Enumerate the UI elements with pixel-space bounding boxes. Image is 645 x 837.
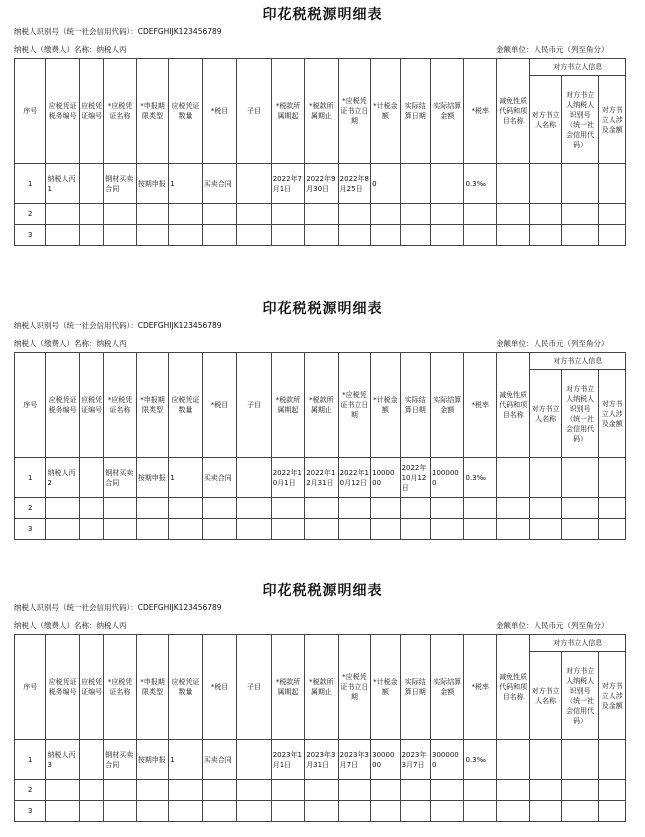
cell-voucher-tax-no: 纳税人丙3 xyxy=(46,740,79,780)
header-cp-name: 对方书立人名称 xyxy=(530,76,561,164)
header-settle-amount: 实际结算金额 xyxy=(431,635,464,740)
cell-voucher-no xyxy=(79,740,103,780)
header-counterparty-group: 对方书立人信息 xyxy=(530,59,626,76)
header-voucher-no: 应税凭证编号 xyxy=(79,353,103,458)
header-tax-rate: *税率 xyxy=(464,635,496,740)
header-tax-amount: *计税金额 xyxy=(371,635,400,740)
taxpayer-name-line: 纳税人（缴费人）名称：纳税人丙 xyxy=(14,339,127,348)
header-period-type: *申报期限类型 xyxy=(136,635,168,740)
cell-period-start: 2022年7月1日 xyxy=(271,164,304,204)
cell-cp-id xyxy=(561,164,599,204)
table-row xyxy=(15,164,626,204)
header-sign-date: *应税凭证书立日期 xyxy=(338,59,370,164)
header-sub-item: 子目 xyxy=(237,59,272,164)
cell-relief-code xyxy=(496,164,529,204)
cell-voucher-qty: 1 xyxy=(169,458,202,498)
header-voucher-name: *应税凭证名称 xyxy=(104,635,136,740)
table-row xyxy=(15,204,626,225)
cell-period-start: 2022年10月1日 xyxy=(271,458,304,498)
header-seq: 序号 xyxy=(15,635,46,740)
cell-period-end: 2023年3月31日 xyxy=(305,740,338,780)
cell-cp-name xyxy=(530,458,561,498)
cell-period-type: 按期申报 xyxy=(136,458,168,498)
cell-voucher-name: 钢材买卖合同 xyxy=(104,164,136,204)
table-row xyxy=(15,740,626,780)
taxpayer-id-line: 纳税人识别号（统一社会信用代码）：CDEFGHIJK123456789 xyxy=(14,603,222,612)
header-counterparty-group: 对方书立人信息 xyxy=(530,635,626,652)
header-period-start: *税款所属期起 xyxy=(271,59,304,164)
header-tax-item: *税目 xyxy=(202,353,237,458)
header-voucher-tax-no: 应税凭证税务编号 xyxy=(46,353,79,458)
cell-cp-id xyxy=(561,458,599,498)
form-title: 印花税税源明细表 xyxy=(262,583,383,599)
header-sign-date: *应税凭证书立日期 xyxy=(338,635,370,740)
cell-cp-name xyxy=(530,164,561,204)
header-sub-item: 子目 xyxy=(237,353,272,458)
header-relief-code: 减免性质代码和项目名称 xyxy=(496,59,529,164)
header-tax-rate: *税率 xyxy=(464,59,496,164)
cell-seq: 2 xyxy=(15,780,46,801)
header-cp-amount: 对方书立人涉及金额 xyxy=(599,370,626,458)
cell-seq: 1 xyxy=(15,458,46,498)
header-period-start: *税款所属期起 xyxy=(271,353,304,458)
cell-seq: 3 xyxy=(15,801,46,822)
header-voucher-no: 应税凭证编号 xyxy=(79,635,103,740)
cell-relief-code xyxy=(496,458,529,498)
header-tax-item: *税目 xyxy=(202,59,237,164)
cell-seq: 3 xyxy=(15,519,46,540)
table-row xyxy=(15,458,626,498)
cell-seq: 3 xyxy=(15,225,46,246)
cell-sub-item xyxy=(237,164,272,204)
header-counterparty-group: 对方书立人信息 xyxy=(530,353,626,370)
header-voucher-name: *应税凭证名称 xyxy=(104,353,136,458)
cell-tax-rate: 0.3‰ xyxy=(464,740,496,780)
amount-unit-line: 金额单位：人民币元（列至角分） xyxy=(496,45,609,54)
header-voucher-qty: 应税凭证数量 xyxy=(169,59,202,164)
header-voucher-tax-no: 应税凭证税务编号 xyxy=(46,59,79,164)
cell-voucher-name: 钢材买卖合同 xyxy=(104,740,136,780)
cell-cp-amount xyxy=(599,740,626,780)
cell-voucher-tax-no: 纳税人丙1 xyxy=(46,164,79,204)
header-period-start: *税款所属期起 xyxy=(271,635,304,740)
cell-sign-date: 2023年3月7日 xyxy=(338,740,370,780)
header-period-type: *申报期限类型 xyxy=(136,59,168,164)
cell-voucher-qty: 1 xyxy=(169,164,202,204)
header-period-end: *税款所属期止 xyxy=(305,353,338,458)
header-settle-date: 实际结算日期 xyxy=(400,59,430,164)
header-settle-amount: 实际结算金额 xyxy=(431,353,464,458)
header-cp-amount: 对方书立人涉及金额 xyxy=(599,76,626,164)
cell-period-end: 2022年9月30日 xyxy=(305,164,338,204)
header-tax-rate: *税率 xyxy=(464,353,496,458)
header-voucher-qty: 应税凭证数量 xyxy=(169,353,202,458)
table-row xyxy=(15,498,626,519)
header-settle-date: 实际结算日期 xyxy=(400,353,430,458)
cell-cp-amount xyxy=(599,458,626,498)
cell-period-type: 按期申报 xyxy=(136,164,168,204)
tax-source-table xyxy=(14,634,626,822)
cell-sign-date: 2022年10月12日 xyxy=(338,458,370,498)
cell-voucher-no xyxy=(79,458,103,498)
header-cp-id: 对方书立人纳税人识别号（统一社会信用代码） xyxy=(561,76,599,164)
header-period-type: *申报期限类型 xyxy=(136,353,168,458)
cell-period-end: 2022年12月31日 xyxy=(305,458,338,498)
tax-source-table xyxy=(14,58,626,246)
header-cp-name: 对方书立人名称 xyxy=(530,652,561,740)
header-settle-date: 实际结算日期 xyxy=(400,635,430,740)
cell-voucher-name: 钢材买卖合同 xyxy=(104,458,136,498)
cell-voucher-no xyxy=(79,164,103,204)
cell-sub-item xyxy=(237,740,272,780)
cell-sub-item xyxy=(237,458,272,498)
cell-voucher-qty: 1 xyxy=(169,740,202,780)
header-cp-id: 对方书立人纳税人识别号（统一社会信用代码） xyxy=(561,370,599,458)
form-title: 印花税税源明细表 xyxy=(262,7,383,23)
cell-seq: 2 xyxy=(15,204,46,225)
amount-unit-line: 金额单位：人民币元（列至角分） xyxy=(496,339,609,348)
cell-tax-item: 买卖合同 xyxy=(202,458,237,498)
cell-settle-date xyxy=(400,164,430,204)
header-period-end: *税款所属期止 xyxy=(305,59,338,164)
header-voucher-name: *应税凭证名称 xyxy=(104,59,136,164)
cell-tax-amount: 0 xyxy=(371,164,400,204)
cell-settle-amount: 1000000 xyxy=(431,458,464,498)
cell-settle-date: 2022年10月12日 xyxy=(400,458,430,498)
cell-relief-code xyxy=(496,740,529,780)
taxpayer-name-line: 纳税人（缴费人）名称：纳税人丙 xyxy=(14,45,127,54)
header-period-end: *税款所属期止 xyxy=(305,635,338,740)
header-tax-amount: *计税金额 xyxy=(371,353,400,458)
header-seq: 序号 xyxy=(15,59,46,164)
table-row xyxy=(15,225,626,246)
header-relief-code: 减免性质代码和项目名称 xyxy=(496,635,529,740)
header-tax-amount: *计税金额 xyxy=(371,59,400,164)
header-voucher-tax-no: 应税凭证税务编号 xyxy=(46,635,79,740)
header-settle-amount: 实际结算金额 xyxy=(431,59,464,164)
header-tax-item: *税目 xyxy=(202,635,237,740)
header-voucher-qty: 应税凭证数量 xyxy=(169,635,202,740)
cell-seq: 2 xyxy=(15,498,46,519)
header-sign-date: *应税凭证书立日期 xyxy=(338,353,370,458)
taxpayer-id-line: 纳税人识别号（统一社会信用代码）：CDEFGHIJK123456789 xyxy=(14,27,222,36)
header-voucher-no: 应税凭证编号 xyxy=(79,59,103,164)
header-sub-item: 子目 xyxy=(237,635,272,740)
cell-tax-amount: 1000000 xyxy=(371,458,400,498)
cell-tax-rate: 0.3‰ xyxy=(464,164,496,204)
cell-seq: 1 xyxy=(15,740,46,780)
header-cp-name: 对方书立人名称 xyxy=(530,370,561,458)
cell-sign-date: 2022年8月25日 xyxy=(338,164,370,204)
cell-seq: 1 xyxy=(15,164,46,204)
table-row xyxy=(15,801,626,822)
header-cp-id: 对方书立人纳税人识别号（统一社会信用代码） xyxy=(561,652,599,740)
cell-cp-amount xyxy=(599,164,626,204)
table-row xyxy=(15,780,626,801)
cell-cp-name xyxy=(530,740,561,780)
cell-tax-item: 买卖合同 xyxy=(202,164,237,204)
table-row xyxy=(15,519,626,540)
taxpayer-id-line: 纳税人识别号（统一社会信用代码）：CDEFGHIJK123456789 xyxy=(14,321,222,330)
cell-cp-id xyxy=(561,740,599,780)
cell-settle-amount xyxy=(431,164,464,204)
header-relief-code: 减免性质代码和项目名称 xyxy=(496,353,529,458)
tax-source-table xyxy=(14,352,626,540)
form-title: 印花税税源明细表 xyxy=(262,301,383,317)
amount-unit-line: 金额单位：人民币元（列至角分） xyxy=(496,621,609,630)
cell-period-start: 2023年1月1日 xyxy=(271,740,304,780)
cell-settle-amount: 3000000 xyxy=(431,740,464,780)
cell-period-type: 按期申报 xyxy=(136,740,168,780)
header-cp-amount: 对方书立人涉及金额 xyxy=(599,652,626,740)
cell-tax-item: 买卖合同 xyxy=(202,740,237,780)
cell-tax-rate: 0.3‰ xyxy=(464,458,496,498)
cell-voucher-tax-no: 纳税人丙2 xyxy=(46,458,79,498)
cell-tax-amount: 3000000 xyxy=(371,740,400,780)
header-seq: 序号 xyxy=(15,353,46,458)
cell-settle-date: 2023年3月7日 xyxy=(400,740,430,780)
taxpayer-name-line: 纳税人（缴费人）名称：纳税人丙 xyxy=(14,621,127,630)
